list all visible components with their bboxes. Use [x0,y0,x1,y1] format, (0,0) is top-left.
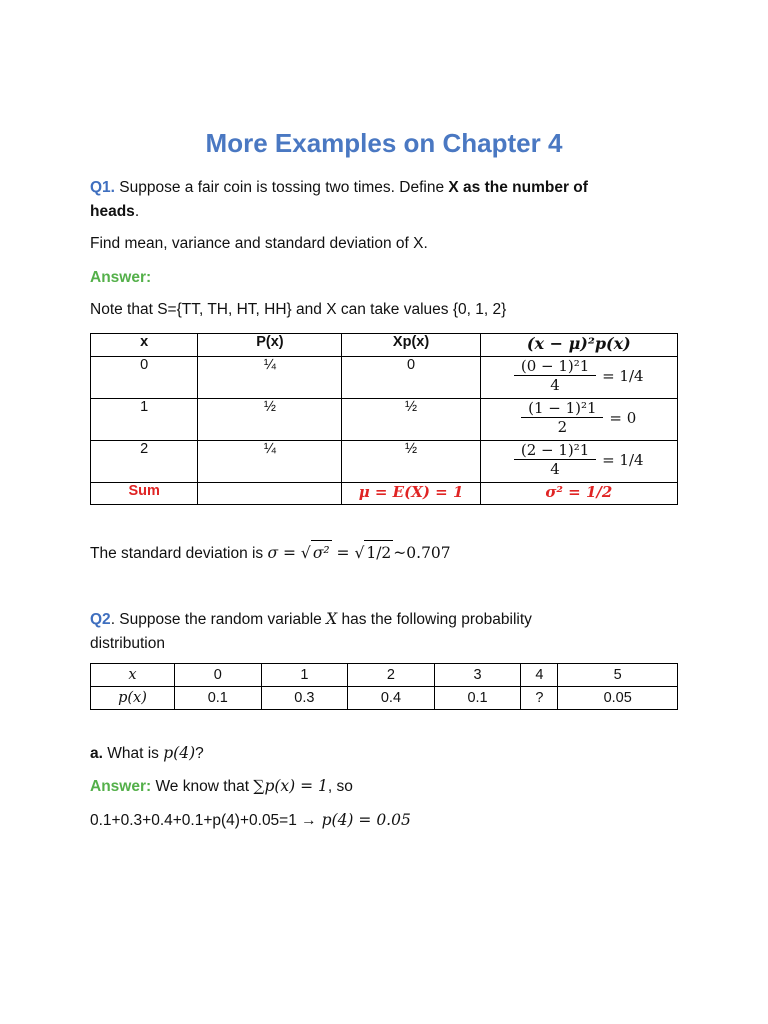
part-a-answer-expr: ∑p(x) = 1 [253,777,328,795]
cell-p: ¼ [198,357,342,399]
part-a-answer-tail: , so [327,778,353,795]
q1-answer-label: Answer: [90,269,152,286]
calc-result: p(4) = 0.05 [316,811,411,829]
page-title: More Examples on Chapter 4 [205,128,563,158]
p-value: 0.1 [434,687,521,710]
header-px: P(x) [198,334,342,357]
distribution-table-2 [90,663,678,710]
cell-variance [480,441,677,483]
table-row-p [91,687,678,710]
part-a-label: a. [90,745,103,762]
x-value: 5 [558,664,678,687]
q2-text-b: has the following probability [337,611,532,628]
table-row [91,357,678,399]
q1-bold-a: X as the number of [448,179,588,196]
cell-xp: 0 [342,357,480,399]
row-label-px: p(x) [91,687,175,710]
stddev-line [90,540,451,566]
q1-label: Q1. [90,179,115,196]
q1-note: Note that S={TT, TH, HT, HH} and X can take values {0, 1, 2} [90,301,507,318]
cell-variance [480,399,677,441]
sqrt-symbol: √ [354,544,365,562]
q1-find: Find mean, variance and standard deviation of X. [90,235,428,252]
fraction-denominator: 2 [521,417,603,436]
q1-bold-b: heads [90,203,135,220]
q1-text: Suppose a fair coin is tossing two times. Define [114,179,449,196]
fraction-denominator: 4 [514,459,596,478]
table-row [91,441,678,483]
p-value: 0.05 [558,687,678,710]
fraction-denominator: 4 [514,375,596,394]
fraction-numerator: (0 − 1)²1 [520,357,590,375]
part-a-answer-label: Answer: [90,778,152,795]
sum-label: Sum [91,483,198,505]
part-a-question [90,741,204,766]
cell-xp: ½ [342,441,480,483]
q2-label: Q2 [90,611,111,628]
header-variance-term: (x − μ)²p(x) [480,334,677,357]
part-a-expr: p(4) [163,744,196,762]
q2-text-c: distribution [90,635,165,652]
p-value: 0.1 [175,687,262,710]
cell-p: ¼ [198,441,342,483]
sqrt-half: 1/2 [364,540,393,565]
p-value: 0.3 [261,687,348,710]
stddev-text: The standard deviation is [90,545,268,562]
q1-text-b: . [134,203,140,220]
x-value: 1 [261,664,348,687]
part-a-answer-text: We know that [151,778,254,795]
fraction-numerator: (1 − 1)²1 [528,399,597,417]
stddev-approx: ~0.707 [393,544,451,562]
x-value: 2 [348,664,435,687]
sum-empty-cell [198,483,342,505]
p-value: ? [521,687,558,710]
stddev-equals: = [331,544,355,562]
cell-xp: ½ [342,399,480,441]
cell-x: 2 [91,441,198,483]
part-a-answer [90,774,353,799]
cell-x: 0 [91,357,198,399]
cell-x: 1 [91,399,198,441]
header-xpx: Xp(x) [342,334,480,357]
calc-text: 0.1+0.3+0.4+0.1+p(4)+0.05=1 [90,812,302,829]
part-a-calculation [90,808,411,833]
fraction-result: = 1/4 [602,450,644,469]
table-row [91,399,678,441]
q2-var: X [326,610,338,628]
fraction-result: = 0 [609,408,637,427]
row-label-x: x [91,664,175,687]
table-header-row [91,334,678,357]
table-row-x [91,664,678,687]
table-sum-row [91,483,678,505]
header-x: x [91,334,198,357]
arrow-icon: → [301,812,317,829]
x-value: 4 [521,664,558,687]
q2-text-a: . Suppose the random variable [110,611,327,628]
cell-p: ½ [198,399,342,441]
mean-value: μ = E(X) = 1 [342,483,480,505]
part-a-text: What is [102,745,164,762]
variance-value: σ² = 1/2 [480,483,677,505]
part-a-qmark: ? [195,745,204,762]
x-value: 3 [434,664,521,687]
fraction-result: = 1/4 [602,366,644,385]
p-value: 0.4 [348,687,435,710]
x-value: 0 [175,664,262,687]
stddev-sigma: σ = [267,544,301,562]
fraction-numerator: (2 − 1)²1 [520,441,590,459]
cell-variance [480,357,677,399]
distribution-table-1 [90,333,678,505]
sqrt-sigma-squared: σ² [311,540,332,565]
q2-statement [90,607,690,656]
sqrt-symbol: √ [300,544,311,562]
q1-statement [90,176,690,224]
